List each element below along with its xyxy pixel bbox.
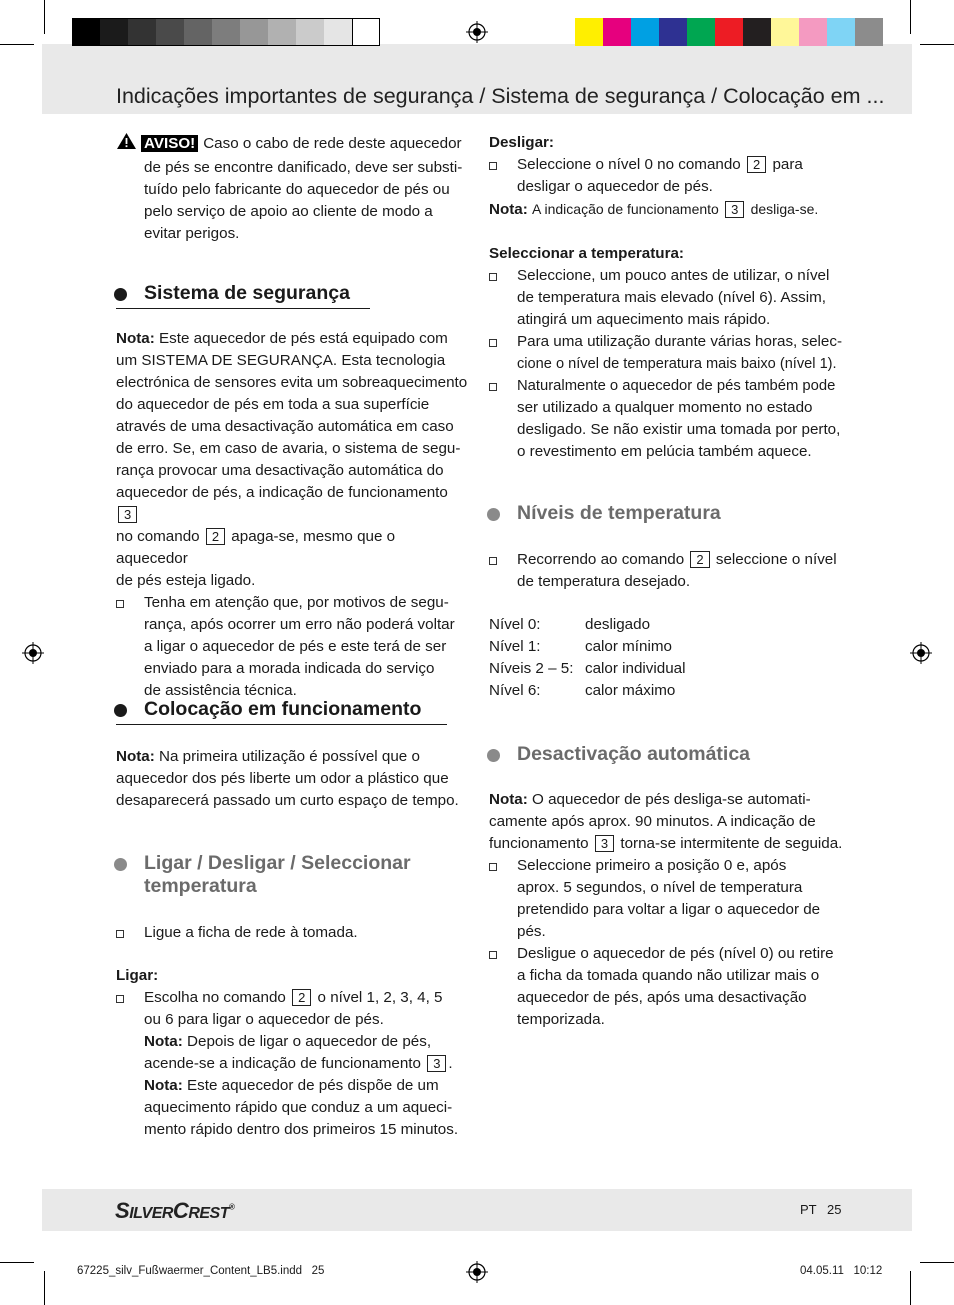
color-swatch	[855, 18, 883, 46]
body-text: aquecedor de pés, a indicação de funcionamento	[116, 484, 448, 501]
nota-label: Nota:	[489, 201, 528, 218]
list-item: Desligue o aquecedor de pés (nível 0) ou retire a ficha da tomada quando não utilizar mais o aquecedor de pés, após uma desactivação temporizada.	[489, 943, 849, 1031]
list-item: Naturalmente o aquecedor de pés também pode ser utilizado a qualquer momento no estado desligado. Se não existir uma tomada por perto, o revestimento em pelúcia também aquece.	[489, 375, 849, 463]
subheading-seleccionar: Seleccionar a temperatura:	[489, 245, 684, 262]
heading-desactivacao: Desactivação automática	[517, 743, 750, 766]
color-swatch	[827, 18, 855, 46]
body-text: camente após aprox. 90 minutos. A indicação de	[489, 813, 816, 830]
list-item: Ligue a ficha de rede à tomada.	[116, 922, 471, 944]
color-swatch	[743, 18, 771, 46]
body-text: rança provocar uma desactivação automática do	[116, 462, 444, 479]
crop-mark	[44, 1271, 45, 1305]
warning-text: evitar perigos.	[144, 225, 240, 242]
body-text: de pés esteja ligado.	[116, 572, 256, 589]
warning-text: de pés se encontre danificado, deve ser substi-	[144, 159, 463, 176]
registration-mark-icon	[466, 1261, 488, 1283]
heading-ligar-desligar: Ligar / Desligar / Seleccionar temperatura	[144, 852, 411, 898]
print-date: 04.05.11 10:12	[800, 1265, 883, 1277]
nota-label: Nota:	[116, 330, 155, 347]
color-swatch	[715, 18, 743, 46]
ref-box-3: 3	[118, 506, 137, 523]
ref-box-2: 2	[747, 156, 766, 173]
list-item: Seleccione primeiro a posição 0 e, após aprox. 5 segundos, o nível de temperatura pretendido para voltar a ligar o aquecedor de pés.	[489, 855, 849, 943]
ref-box-2: 2	[206, 528, 225, 545]
ref-box-3: 3	[725, 201, 744, 218]
list-item: Seleccione, um pouco antes de utilizar, o nível de temperatura mais elevado (nível 6). Assim, atingirá um aquecimento mais rápido.	[489, 265, 849, 331]
heading-underline	[116, 308, 370, 309]
ref-box-2: 2	[690, 551, 709, 568]
sistema-paragraph	[116, 328, 471, 702]
crop-mark	[910, 0, 911, 34]
heading-niveis: Níveis de temperatura	[517, 502, 721, 525]
colocacao-paragraph	[116, 746, 471, 812]
registration-mark-icon	[910, 642, 932, 664]
crop-mark	[910, 1271, 911, 1305]
crop-mark	[0, 1262, 34, 1263]
color-swatch	[575, 18, 603, 46]
color-swatch	[799, 18, 827, 46]
heading-sistema-seguranca: Sistema de segurança	[144, 282, 350, 305]
language-code: PT	[800, 1202, 817, 1217]
body-text: através de uma desactivação automática em caso	[116, 418, 454, 435]
ref-box-2: 2	[292, 989, 311, 1006]
level-row: Nível 0: desligado	[489, 616, 651, 633]
level-row: Nível 1: calor mínimo	[489, 638, 672, 655]
desligar-section: Desligar: Seleccione o nível 0 no comando 2 para desligar o aquecedor de pés. Nota: A indicação de funcionamento 3 desliga-se. Seleccionar a temperatura: Seleccione, um pouco antes de utilizar, o nível de temperatura mais elevado (nível 6). Assim, atingirá um aquecimento mais rápido. Para uma utilização durante várias horas, selec- cione o nível de temperatura mais baixo (nível 1). Naturalmente o aquecedor de pés também pode ser utilizado a qualquer momento no estado desligado. Se não existir uma tomada por perto, o revestimento em pelúcia também aquece.	[489, 132, 849, 463]
warning-text: Caso o cabo de rede deste aquecedor	[203, 135, 462, 152]
body-text: aquecedor dos pés liberte um odor a plástico que	[116, 770, 449, 787]
warning-text: pelo serviço de apoio ao cliente de modo a	[144, 203, 433, 220]
body-text: Na primeira utilização é possível que o	[159, 748, 420, 765]
nota-label: Nota:	[489, 791, 528, 808]
body-text: no comando	[116, 528, 200, 545]
body-text: desaparecerá passado um curto espaço de tempo.	[116, 792, 459, 809]
bullet-dot-icon	[487, 508, 500, 521]
subheading-desligar: Desligar:	[489, 134, 554, 151]
body-text: do aquecedor de pés em toda a sua superfície	[116, 396, 430, 413]
body-text: de erro. Se, em caso de avaria, o sistema de segu-	[116, 440, 461, 457]
heading-colocacao: Colocação em funcionamento	[144, 698, 421, 721]
file-info: 67225_silv_Fußwaermer_Content_LB5.indd 25	[77, 1265, 325, 1277]
page-title: Indicações importantes de segurança / Sistema de segurança / Colocação em ...	[116, 84, 885, 108]
color-swatch	[603, 18, 631, 46]
warning-text: tuído pelo fabricante do aquecedor de pés ou	[144, 181, 450, 198]
list-item: Para uma utilização durante várias horas, selec- cione o nível de temperatura mais baixo (nível 1).	[489, 331, 849, 375]
color-swatch	[687, 18, 715, 46]
body-text: Este aquecedor de pés está equipado com	[159, 330, 448, 347]
crop-mark	[0, 44, 34, 45]
bullet-dot-icon	[114, 858, 127, 871]
page-number: 25	[827, 1202, 842, 1217]
color-swatch	[771, 18, 799, 46]
nota-label: Nota:	[116, 748, 155, 765]
registration-mark-icon	[466, 21, 488, 43]
color-swatch	[659, 18, 687, 46]
body-text: um SISTEMA DE SEGURANÇA. Esta tecnologia	[116, 352, 446, 369]
list-item: Tenha em atenção que, por motivos de segu- rança, após ocorrer um erro não poderá voltar a ligar o aquecedor de pés e este terá de ser enviado para a morada indicada do serviço de assistência técnica.	[116, 592, 471, 702]
subheading-ligar: Ligar:	[116, 967, 159, 984]
list-item: Seleccione o nível 0 no comando 2 para desligar o aquecedor de pés.	[489, 154, 849, 198]
ref-box-3: 3	[595, 835, 614, 852]
bullet-dot-icon	[114, 288, 127, 301]
crop-mark	[920, 44, 954, 45]
niveis-section	[489, 549, 849, 702]
crop-mark	[920, 1262, 954, 1263]
list-item: Recorrendo ao comando 2 seleccione o nível de temperatura desejado.	[489, 549, 849, 593]
bullet-dot-icon	[487, 749, 500, 762]
desactivacao-section: Nota: O aquecedor de pés desliga-se automati- camente após aprox. 90 minutos. A indicação de funcionamento 3 torna-se intermitente de seguida. Seleccione primeiro a posição 0 e, após aprox. 5 segundos, o nível de temperatura pretendido para voltar a ligar o aquecedor de pés. Desligue o aquecedor de pés (nível 0) ou retire a ficha da tomada quando não utilizar mais o aquecedor de pés, após uma desactivação temporizada.	[489, 789, 849, 1031]
list-item: Escolha no comando 2 o nível 1, 2, 3, 4, 5 ou 6 para ligar o aquecedor de pés. Nota: Depois de ligar o aquecedor de pés, acende-se a indicação de funcionamento 3 . Nota: Este aquecedor de pés dispõe de um aquecimento rápido que conduz a um aqueci- mento rápido dentro dos primeiros 15 minutos.	[116, 987, 471, 1141]
ref-box-3: 3	[427, 1055, 446, 1072]
warning-triangle-icon	[116, 132, 137, 157]
registration-mark-icon	[22, 642, 44, 664]
silvercrest-logo: SILVERCREST®	[115, 1198, 235, 1223]
level-row: Nível 6: calor máximo	[489, 682, 676, 699]
level-row: Níveis 2 – 5: calor individual	[489, 660, 686, 677]
warning-block	[116, 132, 471, 245]
bullet-dot-icon	[114, 704, 127, 717]
body-text: apaga-se, mesmo que o aquecedor	[116, 528, 396, 567]
color-swatch	[631, 18, 659, 46]
body-text: electrónica de sensores evita um sobreaquecimento	[116, 374, 468, 391]
warning-label: AVISO!	[141, 135, 198, 152]
heading-underline	[116, 724, 447, 725]
swatch-frame	[72, 18, 380, 46]
crop-mark	[44, 0, 45, 34]
ligar-section	[116, 922, 471, 1141]
